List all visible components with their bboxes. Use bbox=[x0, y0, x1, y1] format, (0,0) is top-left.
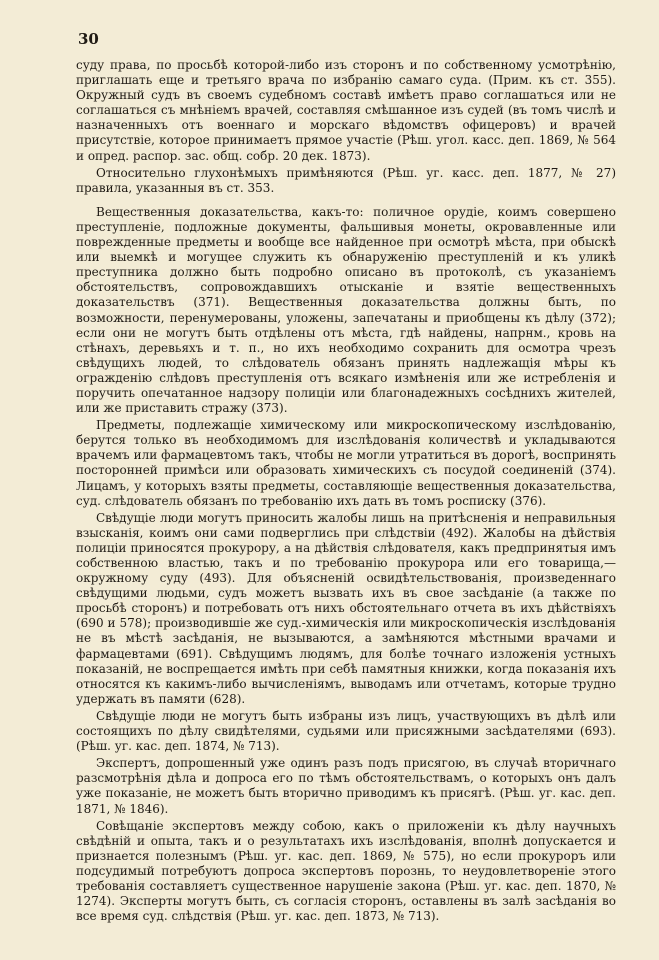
paragraph: Предметы, подлежащіе химическому или микроскопическому изслѣдованію, берутся только въ необходимомъ для изслѣдованія количествѣ и укладываются врачемъ или фармацевтомъ такъ, чтобы не могли утратиться въ дорогѣ, воспринять посторонней примѣси или образовать химическихъ съ посудой соединеній (374). Лицамъ, у которыхъ взяты предметы, составляющіе вещественныя доказательства, суд. слѣдователь обязанъ по требованію ихъ дать въ томъ росписку (376). bbox=[76, 418, 616, 508]
page-number: 30 bbox=[78, 30, 99, 48]
paragraph: Свѣдущіе люди не могутъ быть избраны изъ лицъ, участвующихъ въ дѣлѣ или состоящихъ по дѣлу свидѣтелями, судьями или присяжными засѣдателями (693). (Рѣш. уг. кас. деп. 1874, № 713). bbox=[76, 708, 616, 754]
paragraph: Совѣщаніе экспертовъ между собою, какъ о приложеніи къ дѣлу научныхъ свѣдѣній и опыта, такъ и о результатахъ ихъ изслѣдованія, вполнѣ допускается и признается полезнымъ (Рѣш. уг. кас. деп. 1869, № 575), но если прокуроръ или подсудимый потребуютъ допроса экспертовъ порознь, то неудовлетвореніе этого требованія составляетъ существенное нарушеніе закона (Рѣш. уг. кас. деп. 1870, № 1274). Эксперты могутъ быть, съ согласія сторонъ, оставлены въ залѣ засѣданія во все время суд. слѣдствія (Рѣш. уг. кас. деп. 1873, № 713). bbox=[76, 818, 616, 924]
paragraph: Экспертъ, допрошенный уже одинъ разъ подъ присягою, въ случаѣ вторичнаго разсмотрѣнія дѣла и допроса его по тѣмъ обстоятельствамъ, о которыхъ онъ далъ уже показаніе, не можетъ быть вторично приводимъ къ присягѣ. (Рѣш. уг. кас. деп. 1871, № 1846). bbox=[76, 756, 616, 816]
paragraph: Свѣдущіе люди могутъ приносить жалобы лишь на притѣсненія и неправильныя взысканія, коимъ они сами подверглись при слѣдствіи (492). Жалобы на дѣйствія полиціи приносятся прокурору, а на дѣйствія слѣдователя, какъ предпринятыя имъ собственною властью, такъ и по требованію прокурора или его товарища,—окружному суду (493). Для объясненій освидѣтельствованія, произведеннаго свѣдущими людьми, судъ можетъ вызвать ихъ въ свое засѣданіе (а также по просьбѣ сторонъ) и потребовать отъ нихъ обстоятельнаго отчета въ ихъ дѣйствіяхъ (690 и 578); производившіе же суд.-химическія или микроскопическія изслѣдованія не въ мѣстѣ засѣданія, не вызываются, а замѣняются мѣстными врачами и фармацевтами (691). Свѣдущимъ людямъ, для болѣе точнаго изложенія устныхъ показаній, не воспрещается имѣть при себѣ памятныя книжки, когда показанія ихъ относятся къ какимъ-либо вычисленіямъ, выводамъ или отчетамъ, которые трудно удержать въ памяти (628). bbox=[76, 510, 616, 706]
body-text bbox=[76, 58, 616, 926]
paragraph: Относительно глухонѣмыхъ примѣняются (Рѣш. уг. касс. деп. 1877, № 27) правила, указанныя въ ст. 353. bbox=[76, 165, 616, 195]
paragraph: суду права, по просьбѣ которой-либо изъ сторонъ и по собственному усмотрѣнію, приглашать еще и третьяго врача по избранію самаго суда. (Прим. къ ст. 355). Окружный судъ въ своемъ судебномъ составѣ имѣетъ право соглашаться или не соглашаться съ мнѣніемъ врачей, составляя смѣшанное изъ судей (въ томъ числѣ и назначенныхъ отъ военнаго и морскаго вѣдомствъ офицеровъ) и врачей присутствіе, которое принимаетъ прямое участіе (Рѣш. угол. касс. деп. 1869, № 564 и опред. распор. зас. общ. собр. 20 дек. 1873). bbox=[76, 58, 616, 163]
paragraph: Вещественныя доказательства, какъ-то: поличное орудіе, коимъ совершено преступленіе, подложные документы, фальшивыя монеты, окровавленные или поврежденные предметы и вообще все найденное при осмотрѣ мѣста, при обыскѣ или выемкѣ и могущее служить къ обнаруженію преступленій и къ уликѣ преступника должно быть подробно описано въ протоколѣ, съ указаніемъ обстоятельствъ, сопровождавшихъ отысканіе и взятіе вещественныхъ доказательствъ (371). Вещественныя доказательства должны быть, по возможности, перенумерованы, уложены, запечатаны и приобщены къ дѣлу (372); если они не могутъ быть отдѣлены отъ мѣста, гдѣ найдены, напрнм., кровь на стѣнахъ, деревьяхъ и т. п., но ихъ необходимо сохранить для осмотра чрезъ свѣдущихъ людей, то слѣдователь обязанъ принять надлежащія мѣры къ огражденію слѣдовъ преступленія отъ всякаго измѣненія или же истребленія и поручить опечатанное надзору полиціи или благонадежныхъ сосѣднихъ жителей, или же приставить стражу (373). bbox=[76, 204, 616, 416]
